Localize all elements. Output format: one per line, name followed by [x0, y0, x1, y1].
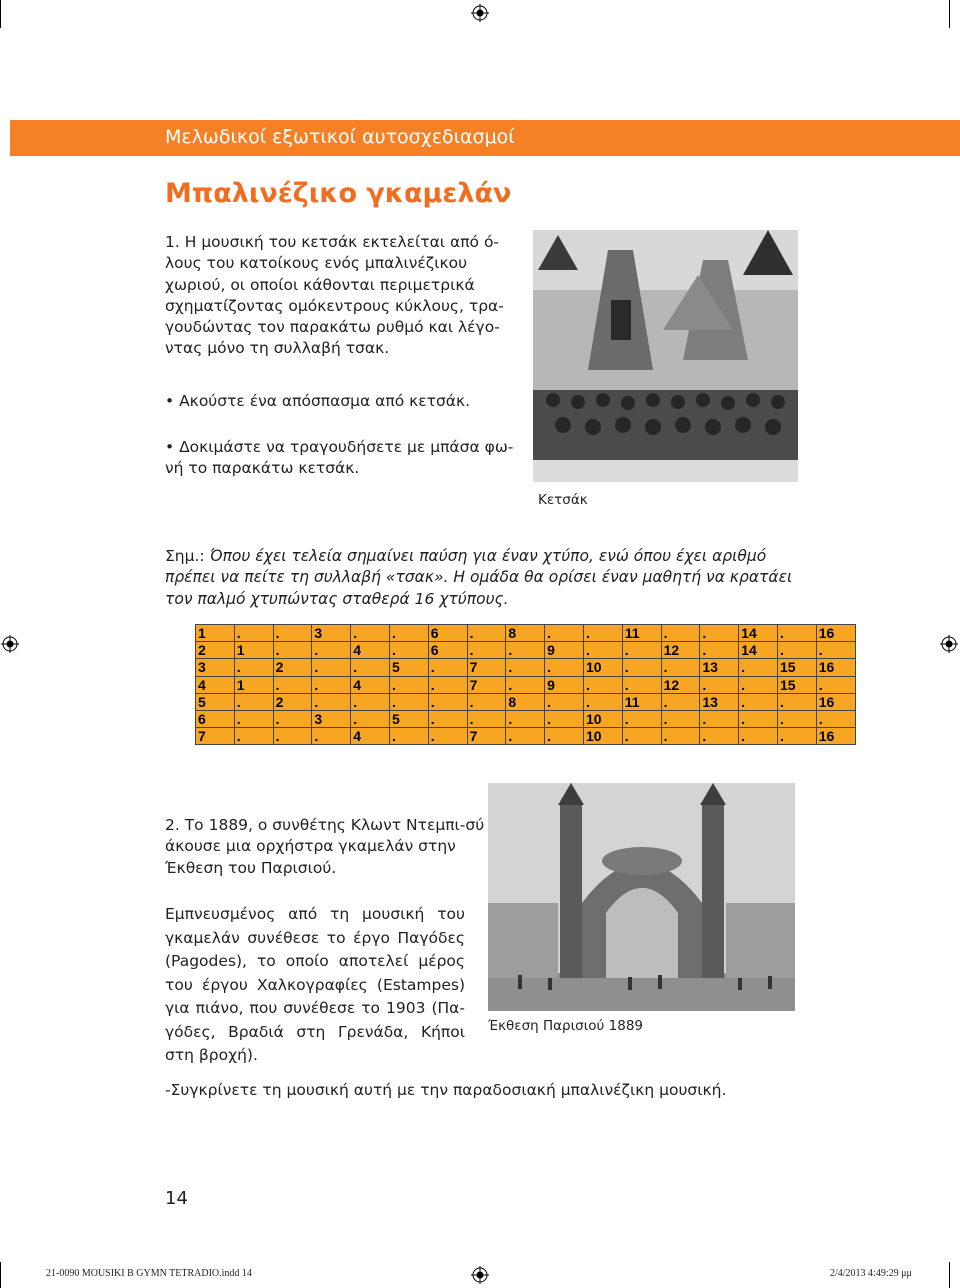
rhythm-cell: .	[273, 728, 312, 745]
rhythm-cell: .	[351, 625, 390, 642]
rhythm-cell: 9	[545, 642, 584, 659]
rhythm-row	[196, 659, 856, 676]
rhythm-cell: .	[777, 710, 816, 727]
rhythm-cell: .	[312, 728, 351, 745]
exercise-1-line: ντας μόνο τη συλλαβή τσακ.	[165, 339, 390, 358]
rhythm-cell: .	[389, 642, 428, 659]
rhythm-cell: .	[777, 693, 816, 710]
rhythm-cell: .	[545, 710, 584, 727]
rhythm-cell: .	[739, 693, 778, 710]
rhythm-cell: .	[428, 710, 467, 727]
rhythm-cell: .	[312, 693, 351, 710]
rhythm-cell: .	[816, 642, 855, 659]
rhythm-cell: .	[467, 693, 506, 710]
rhythm-cell: 16	[816, 625, 855, 642]
exercise-1-line: σχηματίζοντας ομόκεντρους κύκλους, τρα-	[165, 296, 504, 315]
rhythm-cell: 5	[389, 710, 428, 727]
rhythm-cell: .	[234, 728, 273, 745]
rhythm-cell: .	[273, 642, 312, 659]
rhythm-cell: .	[351, 693, 390, 710]
rhythm-cell: .	[234, 710, 273, 727]
rhythm-cell: .	[506, 728, 545, 745]
bullet-listen: • Ακούστε ένα απόσπασμα από κετσάκ.	[165, 392, 471, 410]
exercise-1-line-1	[165, 232, 510, 253]
rhythm-cell: 15	[777, 659, 816, 676]
rhythm-cell: .	[622, 642, 661, 659]
rhythm-cell: .	[428, 659, 467, 676]
rhythm-cell: 14	[739, 642, 778, 659]
rhythm-cell: .	[700, 642, 739, 659]
rhythm-cell: .	[389, 728, 428, 745]
rhythm-cell: .	[700, 710, 739, 727]
rhythm-cell: .	[700, 625, 739, 642]
rhythm-cell: .	[739, 728, 778, 745]
rhythm-cell: .	[583, 676, 622, 693]
rhythm-cell: 3	[312, 625, 351, 642]
rhythm-cell: 13	[700, 659, 739, 676]
rhythm-cell: 8	[506, 625, 545, 642]
rhythm-row	[196, 728, 856, 745]
rhythm-cell: .	[389, 625, 428, 642]
rhythm-cell: .	[661, 710, 700, 727]
rhythm-cell: 4	[351, 676, 390, 693]
exercise-1-text	[165, 232, 510, 360]
rhythm-cell: .	[234, 693, 273, 710]
slug-timestamp: 2/4/2013 4:49:29 μμ	[830, 1268, 912, 1279]
rhythm-cell: .	[273, 676, 312, 693]
rhythm-cell: .	[234, 625, 273, 642]
rhythm-cell: 7	[467, 676, 506, 693]
exercise-2-intro: 2. Το 1889, ο συνθέτης Κλωντ Ντεμπι-σύ άκουσε μια ορχήστρα γκαμελάν στην Έκθεση του Παρισιού.	[165, 816, 485, 877]
rhythm-cell: .	[467, 642, 506, 659]
paris-exhibition-photo	[488, 783, 795, 1011]
rhythm-cell: 16	[816, 659, 855, 676]
rhythm-cell: .	[583, 693, 622, 710]
rhythm-row-number: 2	[196, 642, 235, 659]
rhythm-cell: 5	[389, 659, 428, 676]
rhythm-cell: 12	[661, 642, 700, 659]
rhythm-cell: .	[545, 728, 584, 745]
kecak-photo	[533, 230, 798, 482]
rhythm-cell: .	[700, 728, 739, 745]
comparison-task: -Συγκρίνετε τη μουσική αυτή με την παραδοσιακή μπαλινέζικη μουσική.	[165, 1081, 727, 1099]
rhythm-cell: 10	[583, 659, 622, 676]
note	[165, 546, 805, 610]
rhythm-cell: .	[545, 659, 584, 676]
rhythm-cell: 16	[816, 693, 855, 710]
rhythm-cell: 15	[777, 676, 816, 693]
rhythm-cell: 11	[622, 625, 661, 642]
rhythm-cell: 16	[816, 728, 855, 745]
registration-mark-icon	[471, 1266, 489, 1284]
rhythm-cell: 9	[545, 676, 584, 693]
note-text: Όπου έχει τελεία σημαίνει παύση για έναν χτύπο, ενώ όπου έχει αριθμό πρέπει να πείτε τη συλλαβή «τσακ». Η ομάδα θα ορίσει έναν μαθητή να κρατάει τον παλμό χτυπώντας σταθερά 16 χτύπους.	[165, 547, 793, 608]
rhythm-cell: 1	[234, 676, 273, 693]
rhythm-cell: 13	[700, 693, 739, 710]
rhythm-cell: .	[622, 710, 661, 727]
rhythm-cell: .	[312, 642, 351, 659]
bullet-sing-text: Δοκιμάστε να τραγουδήσετε με μπάσα φω-νή το παρακάτω κετσάκ.	[165, 438, 514, 478]
paris-photo-caption: Έκθεση Παρισιού 1889	[488, 1018, 644, 1034]
rhythm-cell: .	[506, 659, 545, 676]
rhythm-cell: .	[622, 728, 661, 745]
rhythm-cell: .	[312, 676, 351, 693]
kecak-photo-caption: Κετσάκ	[538, 492, 588, 508]
rhythm-row-number: 3	[196, 659, 235, 676]
rhythm-cell: .	[389, 693, 428, 710]
rhythm-cell: .	[739, 676, 778, 693]
rhythm-row-number: 4	[196, 676, 235, 693]
rhythm-cell: 7	[467, 659, 506, 676]
rhythm-cell: 11	[622, 693, 661, 710]
rhythm-cell: .	[506, 642, 545, 659]
rhythm-cell: 3	[312, 710, 351, 727]
note-label: Σημ.:	[165, 547, 205, 565]
rhythm-cell: 6	[428, 625, 467, 642]
rhythm-cell: .	[467, 625, 506, 642]
rhythm-cell: .	[351, 659, 390, 676]
exercise-1-line: γουδώντας τον παρακάτω ρυθμό και λέγο-	[165, 318, 500, 337]
bullet-listen-text: Ακούστε ένα απόσπασμα από κετσάκ.	[179, 392, 471, 410]
rhythm-cell: .	[389, 676, 428, 693]
rhythm-cell: .	[273, 710, 312, 727]
rhythm-cell: 8	[506, 693, 545, 710]
rhythm-table	[195, 624, 856, 745]
rhythm-cell: 4	[351, 728, 390, 745]
rhythm-cell: .	[661, 693, 700, 710]
rhythm-cell: .	[661, 625, 700, 642]
registration-mark-icon	[940, 635, 958, 653]
rhythm-cell: .	[777, 728, 816, 745]
rhythm-cell: .	[351, 710, 390, 727]
rhythm-cell: .	[467, 710, 506, 727]
rhythm-cell: 14	[739, 625, 778, 642]
rhythm-cell: .	[739, 659, 778, 676]
rhythm-cell: .	[312, 659, 351, 676]
rhythm-cell: 2	[273, 659, 312, 676]
exercise-2-body: Εμπνευσμένος από τη μουσική του γκαμελάν συνέθεσε το έργο Παγόδες (Pagodes), το οποίο αποτελεί μέρος του έργου Χαλκογραφίες (Estampes) για πιάνο, που συνέθεσε το 1903 (Πα-γόδες, Βραδιά στη Γρενάδα, Κήποι στη βροχή).	[165, 905, 465, 1064]
rhythm-row-number: 1	[196, 625, 235, 642]
rhythm-cell: .	[545, 693, 584, 710]
rhythm-cell: .	[661, 728, 700, 745]
rhythm-row-number: 7	[196, 728, 235, 745]
rhythm-cell: .	[739, 710, 778, 727]
rhythm-row	[196, 642, 856, 659]
rhythm-cell: .	[545, 625, 584, 642]
rhythm-cell: .	[583, 642, 622, 659]
exercise-1-line: χωριού, οι οποίοι κάθονται περιμετρικά	[165, 275, 475, 294]
rhythm-cell: .	[622, 659, 661, 676]
rhythm-cell: 7	[467, 728, 506, 745]
rhythm-cell: 10	[583, 728, 622, 745]
rhythm-cell: 4	[351, 642, 390, 659]
page-title: Μπαλινέζικο γκαμελάν	[165, 178, 512, 209]
registration-mark-icon	[1, 635, 19, 653]
exercise-1-line-text: Η μουσική του κετσάκ εκτελείται από ό-	[184, 233, 500, 251]
rhythm-cell: .	[428, 693, 467, 710]
rhythm-cell: .	[273, 625, 312, 642]
rhythm-cell: .	[622, 676, 661, 693]
rhythm-cell: 2	[273, 693, 312, 710]
rhythm-cell: 6	[428, 642, 467, 659]
rhythm-cell: .	[816, 710, 855, 727]
rhythm-cell: 10	[583, 710, 622, 727]
rhythm-cell: .	[234, 659, 273, 676]
rhythm-row	[196, 693, 856, 710]
page-number: 14	[165, 1188, 188, 1209]
rhythm-cell: .	[777, 642, 816, 659]
rhythm-cell: .	[816, 676, 855, 693]
rhythm-cell: .	[661, 659, 700, 676]
rhythm-row	[196, 676, 856, 693]
rhythm-row	[196, 710, 856, 727]
rhythm-cell: 12	[661, 676, 700, 693]
exercise-number: 1.	[165, 233, 180, 251]
rhythm-cell: .	[428, 676, 467, 693]
rhythm-row	[196, 625, 856, 642]
registration-mark-icon	[471, 4, 489, 22]
exercise-1-line: λους του κατοίκους ενός μπαλινέζικου	[165, 254, 468, 273]
rhythm-cell: .	[700, 676, 739, 693]
rhythm-cell: .	[583, 625, 622, 642]
rhythm-cell: .	[777, 625, 816, 642]
bullet-sing: • Δοκιμάστε να τραγουδήσετε με μπάσα φω-νή το παρακάτω κετσάκ.	[165, 438, 514, 478]
rhythm-cell: .	[506, 676, 545, 693]
rhythm-cell: .	[506, 710, 545, 727]
rhythm-cell: 1	[234, 642, 273, 659]
rhythm-row-number: 6	[196, 710, 235, 727]
slug-file: 21-0090 MOUSIKI B GYMN TETRADIO.indd 14	[46, 1268, 252, 1279]
section-header: Μελωδικοί εξωτικοί αυτοσχεδιασμοί	[165, 126, 515, 148]
rhythm-row-number: 5	[196, 693, 235, 710]
rhythm-cell: .	[428, 728, 467, 745]
